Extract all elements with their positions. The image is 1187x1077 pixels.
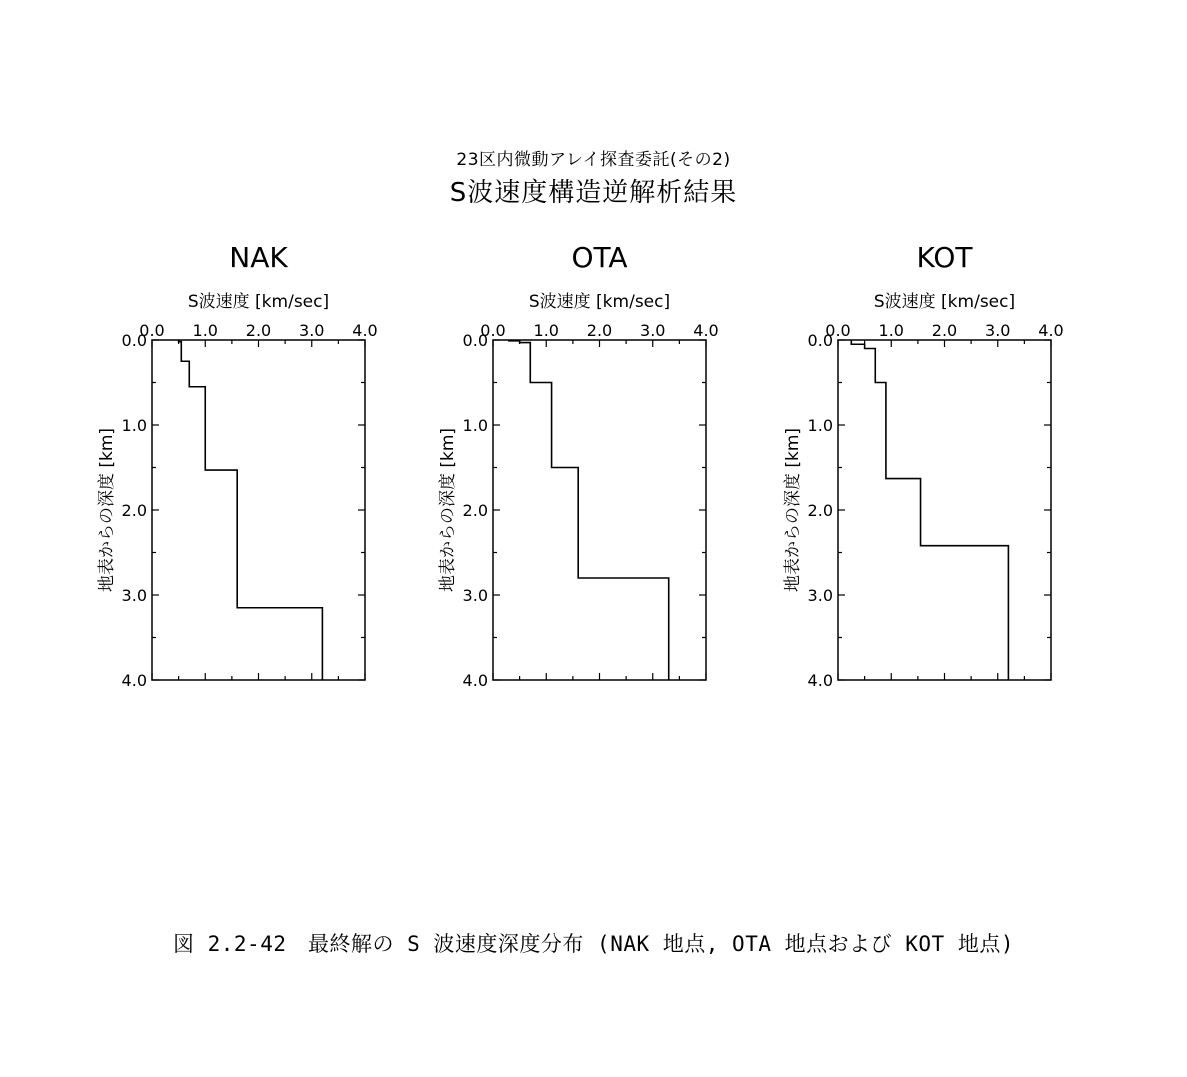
- y-tick-label: 0.0: [121, 331, 147, 350]
- y-axis-label: 地表からの深度 [km]: [97, 427, 117, 593]
- x-tick-label: 3.0: [640, 321, 666, 340]
- x-tick-label: 0.0: [480, 321, 506, 340]
- x-tick-label: 0.0: [825, 321, 851, 340]
- plot-frame: [838, 340, 1051, 680]
- report-title: S波速度構造逆解析結果: [449, 178, 738, 208]
- velocity-profile-line: [509, 340, 669, 680]
- y-tick-label: 2.0: [462, 501, 488, 520]
- y-tick-label: 2.0: [121, 501, 147, 520]
- x-tick-label: 1.0: [878, 321, 904, 340]
- chart-nak: [97, 241, 378, 690]
- x-axis-label: S波速度 [km/sec]: [528, 292, 671, 312]
- y-tick-label: 4.0: [462, 671, 488, 690]
- y-tick-label: 1.0: [121, 416, 147, 435]
- y-tick-label: 4.0: [121, 671, 147, 690]
- x-tick-label: 4.0: [1038, 321, 1064, 340]
- x-tick-label: 2.0: [931, 321, 958, 340]
- y-axis-label: 地表からの深度 [km]: [438, 427, 458, 593]
- x-tick-label: 0.0: [139, 321, 165, 340]
- y-tick-label: 3.0: [807, 586, 833, 605]
- x-tick-label: 1.0: [192, 321, 218, 340]
- x-tick-label: 4.0: [352, 321, 378, 340]
- x-tick-label: 4.0: [693, 321, 719, 340]
- velocity-profile-line: [851, 340, 1008, 680]
- velocity-profile-line: [179, 340, 323, 680]
- chart-ota: [438, 241, 719, 690]
- x-axis-label: S波速度 [km/sec]: [187, 292, 330, 312]
- x-axis-label: S波速度 [km/sec]: [873, 292, 1016, 312]
- x-tick-label: 1.0: [533, 321, 559, 340]
- y-tick-label: 0.0: [807, 331, 833, 350]
- report-subtitle: 23区内微動アレイ探査委託(その2): [456, 150, 731, 170]
- y-tick-label: 0.0: [462, 331, 488, 350]
- chart-title: NAK: [229, 241, 288, 274]
- chart-title: KOT: [916, 241, 973, 274]
- x-tick-label: 3.0: [985, 321, 1011, 340]
- x-tick-label: 2.0: [245, 321, 272, 340]
- y-tick-label: 1.0: [807, 416, 833, 435]
- y-tick-label: 1.0: [462, 416, 488, 435]
- chart-kot: [783, 241, 1064, 690]
- plot-frame: [493, 340, 706, 680]
- chart-title: OTA: [571, 241, 628, 274]
- y-tick-label: 2.0: [807, 501, 833, 520]
- y-tick-label: 3.0: [462, 586, 488, 605]
- y-tick-label: 4.0: [807, 671, 833, 690]
- plot-frame: [152, 340, 365, 680]
- x-tick-label: 2.0: [586, 321, 613, 340]
- y-tick-label: 3.0: [121, 586, 147, 605]
- figure-caption: 図 2.2-42 最終解の S 波速度深度分布 (NAK 地点, OTA 地点および KOT 地点): [172, 932, 1014, 956]
- y-axis-label: 地表からの深度 [km]: [783, 427, 803, 593]
- x-tick-label: 3.0: [299, 321, 325, 340]
